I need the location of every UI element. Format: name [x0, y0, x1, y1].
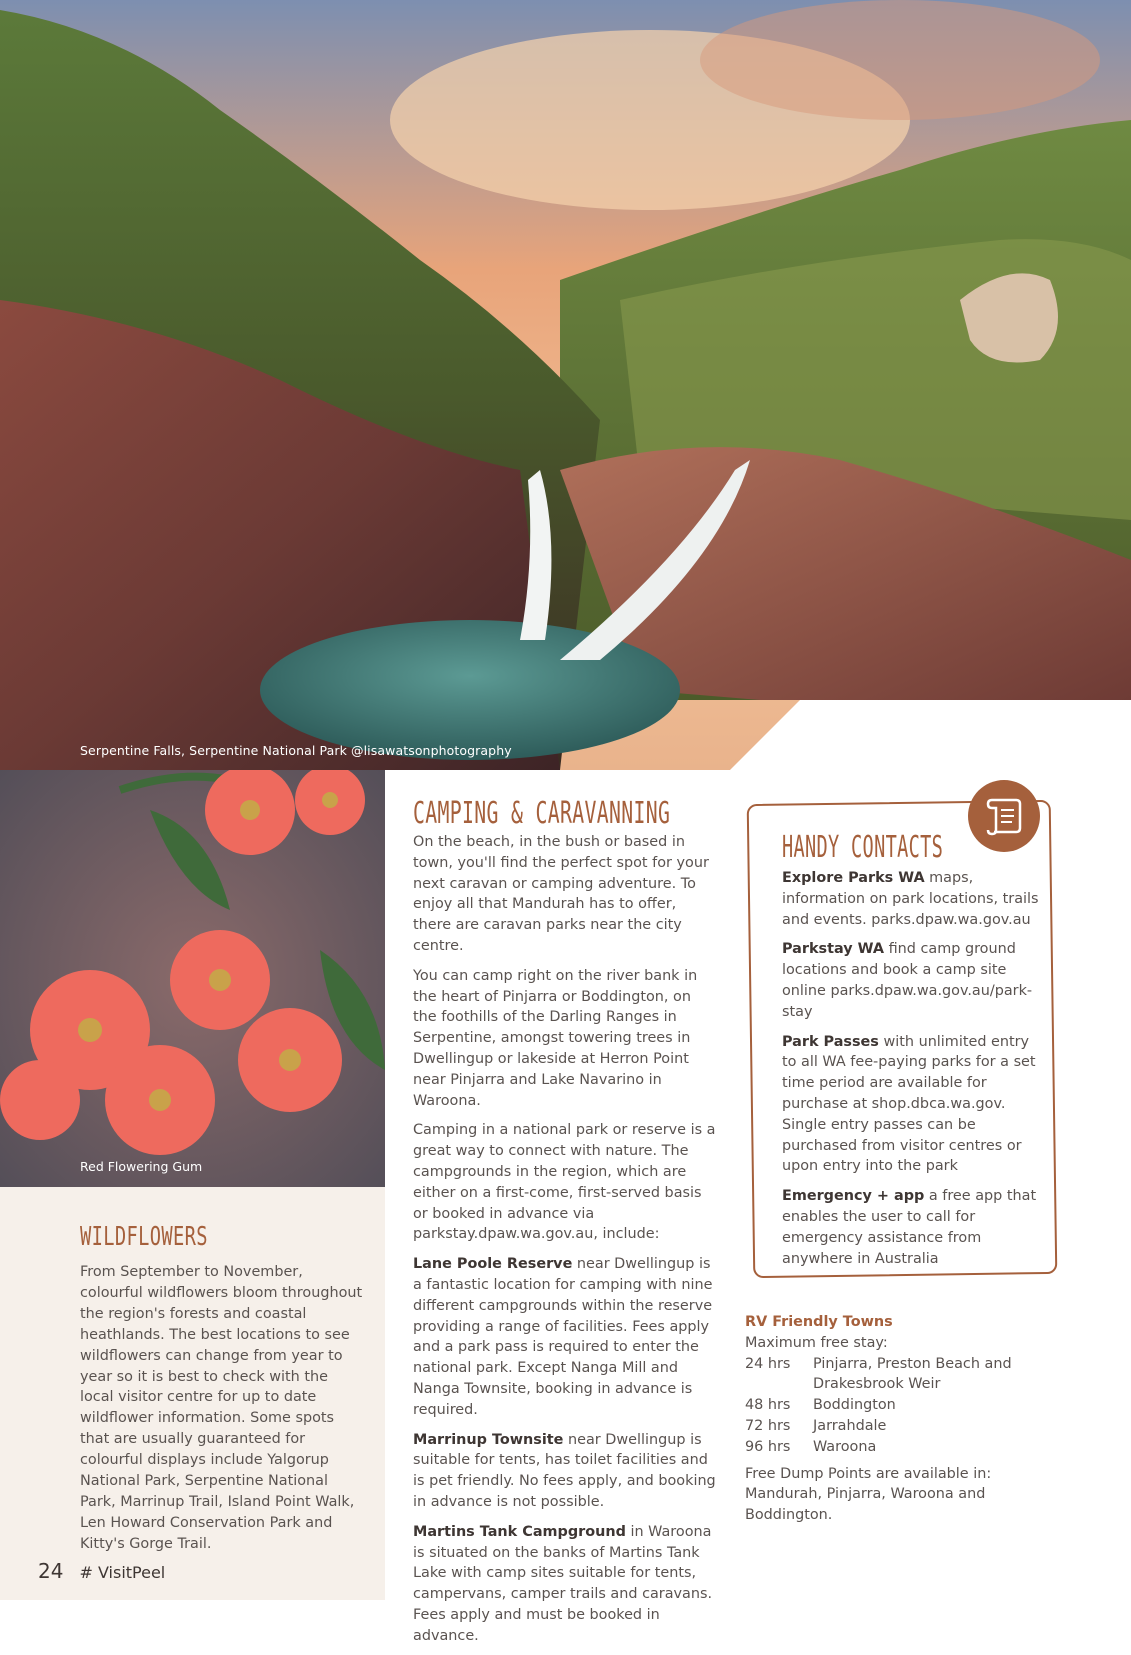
parkstay-entry	[782, 939, 1047, 1022]
flower-caption: Red Flowering Gum	[80, 1159, 203, 1174]
park-passes-entry	[782, 1032, 1047, 1178]
page-footer	[38, 1559, 165, 1583]
rv-hours: 72 hrs	[745, 1417, 791, 1434]
lane-poole-name: Lane Poole Reserve	[413, 1256, 573, 1273]
lane-poole-entry	[413, 1254, 718, 1420]
contacts-list	[782, 830, 1047, 1278]
parkstay-text: find camp ground locations and book a camp site online parks.dpaw.wa.gov.au/park-stay	[782, 941, 1033, 1020]
rv-row	[745, 1416, 1045, 1437]
martins-tank-name: Martins Tank Campground	[413, 1523, 626, 1540]
rv-places: Boddington	[813, 1397, 896, 1414]
emergency-app-name: Emergency + app	[782, 1188, 925, 1205]
marrinup-text: near Dwellingup is suitable for tents, has toilet facilities and is pet friendly. No fees apply, and booking in advance is not possible.	[413, 1431, 716, 1510]
dump-points: Free Dump Points are available in: Mandurah, Pinjarra, Waroona and Boddington.	[745, 1465, 992, 1524]
camping-column	[413, 796, 718, 1655]
marrinup-name: Marrinup Townsite	[413, 1431, 564, 1448]
rv-row	[745, 1437, 1045, 1458]
rv-hours: 96 hrs	[745, 1438, 791, 1455]
parkstay-name: Parkstay WA	[782, 941, 885, 958]
rv-subtitle: Maximum free stay:	[745, 1334, 888, 1351]
waterfall-illustration	[0, 0, 1131, 770]
explore-parks-name: Explore Parks WA	[782, 870, 925, 886]
rv-places: Waroona	[813, 1438, 877, 1455]
camping-intro: On the beach, in the bush or based in town, you'll find the perfect spot for your next caravan or camping adventure. To enjoy all that Mandurah has to offer, there are caravan parks near the city centre.	[413, 834, 709, 954]
marrinup-entry	[413, 1430, 718, 1513]
martins-tank-entry	[413, 1522, 718, 1647]
park-passes-name: Park Passes	[782, 1033, 879, 1050]
emergency-app-entry	[782, 1186, 1047, 1269]
explore-parks-text: maps, information on park locations, trails and events. parks.dpaw.wa.gov.au	[782, 870, 1039, 928]
rv-friendly-towns	[745, 1312, 1045, 1526]
camping-heading: CAMPING & CARAVANNING	[413, 796, 671, 831]
rv-hours: 48 hrs	[745, 1397, 791, 1414]
red-flowering-gum-illustration	[0, 770, 385, 1187]
wildflowers-body: From September to November, colourful wildflowers bloom throughout the region's forests and coastal heathlands. The best locations to see wildflowers can change from year to year so it is best to check with the local visitor centre for up to date wildflower information. Some spots that are usually guaranteed for colourful displays include Yalgorup National Park, Serpentine National Park, Marrinup Trail, Island Point Walk, Len Howard Conservation Park and Kitty's Gorge Trail.	[80, 1264, 363, 1552]
hero-caption: Serpentine Falls, Serpentine National Park @lisawatsonphotography	[80, 743, 512, 758]
martins-tank-text: in Waroona is situated on the banks of Martins Tank Lake with camp sites suitable for tents, campervans, camper trails and caravans. Fees apply and must be booked in advance.	[413, 1523, 713, 1644]
wildflowers-heading: WILDFLOWERS	[80, 1222, 208, 1252]
rv-hours: 24 hrs	[745, 1355, 791, 1372]
emergency-app-text: a free app that enables the user to call for emergency assistance from anywhere in Australia	[782, 1188, 1037, 1267]
explore-parks-entry	[782, 868, 1047, 930]
contacts-heading: HANDY CONTACTS	[782, 830, 944, 865]
rv-places: Jarrahdale	[813, 1417, 887, 1434]
rv-places: Pinjarra, Preston Beach and Drakesbrook Weir	[813, 1355, 1012, 1393]
camping-national-parks: Camping in a national park or reserve is a great way to connect with nature. The campgrounds in the region, which are either on a first-come, first-served basis or booked in advance via parkstay.dpaw.wa.gov.au, include:	[413, 1122, 716, 1243]
hashtag: # VisitPeel	[79, 1563, 166, 1582]
park-passes-text: with unlimited entry to all WA fee-paying parks for a set time period are available for purchase at shop.dbca.wa.gov. Single entry passes can be purchased from visitor centres or upon entry into the park	[782, 1033, 1036, 1175]
rv-row	[745, 1354, 1045, 1396]
camping-locations: You can camp right on the river bank in the heart of Pinjarra or Boddington, on the foothills of the Darling Ranges in Serpentine, amongst towering trees in Dwellingup or lakeside at Herron Point near Pinjarra and Lake Navarino in Waroona.	[413, 967, 698, 1109]
rv-row	[745, 1395, 1045, 1416]
hero-photo	[0, 0, 1131, 770]
flower-photo	[0, 770, 385, 1187]
lane-poole-text: near Dwellingup is a fantastic location for camping with nine different campgrounds within the reserve providing a range of facilities. Fees apply and a park pass is required to enter the national park. Except Nanga Mill and Nanga Townsite, booking in advance is required.	[413, 1256, 713, 1418]
page-number: 24	[38, 1559, 64, 1583]
rv-title: RV Friendly Towns	[745, 1314, 893, 1330]
